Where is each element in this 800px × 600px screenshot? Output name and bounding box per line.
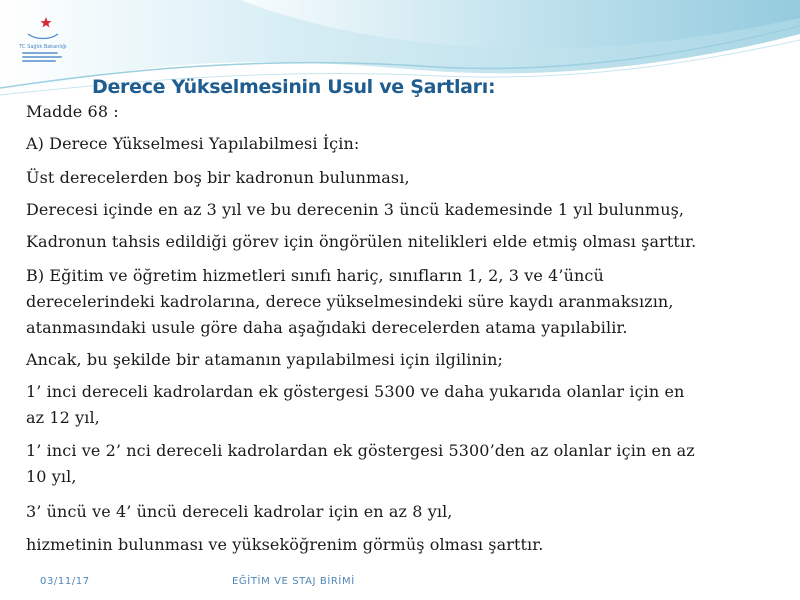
body-line: Madde 68 : (26, 102, 119, 121)
body-line: A) Derece Yükselmesi Yapılabilmesi İçin: (26, 134, 360, 153)
body-line: 1’ inci ve 2’ nci dereceli kadrolardan ek göstergesi 5300’den az olanlar için en az (26, 441, 695, 460)
body-line: Kadronun tahsis edildiği görev için öngörülen nitelikleri elde etmiş olması şarttır. (26, 232, 697, 251)
body-line: hizmetinin bulunması ve yükseköğrenim görmüş olması şarttır. (26, 535, 544, 554)
logo-line (22, 52, 58, 54)
body-line: B) Eğitim ve öğretim hizmetleri sınıfı hariç, sınıfların 1, 2, 3 ve 4’üncü (26, 266, 604, 285)
body-line: Ancak, bu şekilde bir atamanın yapılabilmesi için ilgilinin; (26, 350, 504, 369)
body-line: derecelerindeki kadrolarına, derece yükselmesindeki süre kaydı aranmaksızın, (26, 292, 674, 311)
footer-unit: EĞİTİM VE STAJ BİRİMİ (232, 576, 355, 587)
logo-line (22, 56, 62, 58)
body-line: 10 yıl, (26, 467, 77, 486)
body-line: 1’ inci dereceli kadrolardan ek göstergesi 5300 ve daha yukarıda olanlar için en (26, 382, 685, 401)
body-line: az 12 yıl, (26, 408, 100, 427)
footer-date: 03/11/17 (40, 576, 90, 587)
body-line: atanmasındaki usule göre daha aşağıdaki derecelerden atama yapılabilir. (26, 318, 628, 337)
crescent-star-icon (8, 4, 78, 44)
body-line: Üst derecelerden boş bir kadronun bulunması, (26, 168, 410, 187)
ministry-logo (8, 4, 78, 66)
slide-title: Derece Yükselmesinin Usul ve Şartları: (92, 76, 496, 98)
logo-line (22, 60, 56, 62)
logo-org-label: TC Sağlık Bakanlığı (19, 44, 67, 50)
body-line: 3’ üncü ve 4’ üncü dereceli kadrolar için en az 8 yıl, (26, 502, 453, 521)
body-line: Derecesi içinde en az 3 yıl ve bu derecenin 3 üncü kademesinde 1 yıl bulunmuş, (26, 200, 685, 219)
